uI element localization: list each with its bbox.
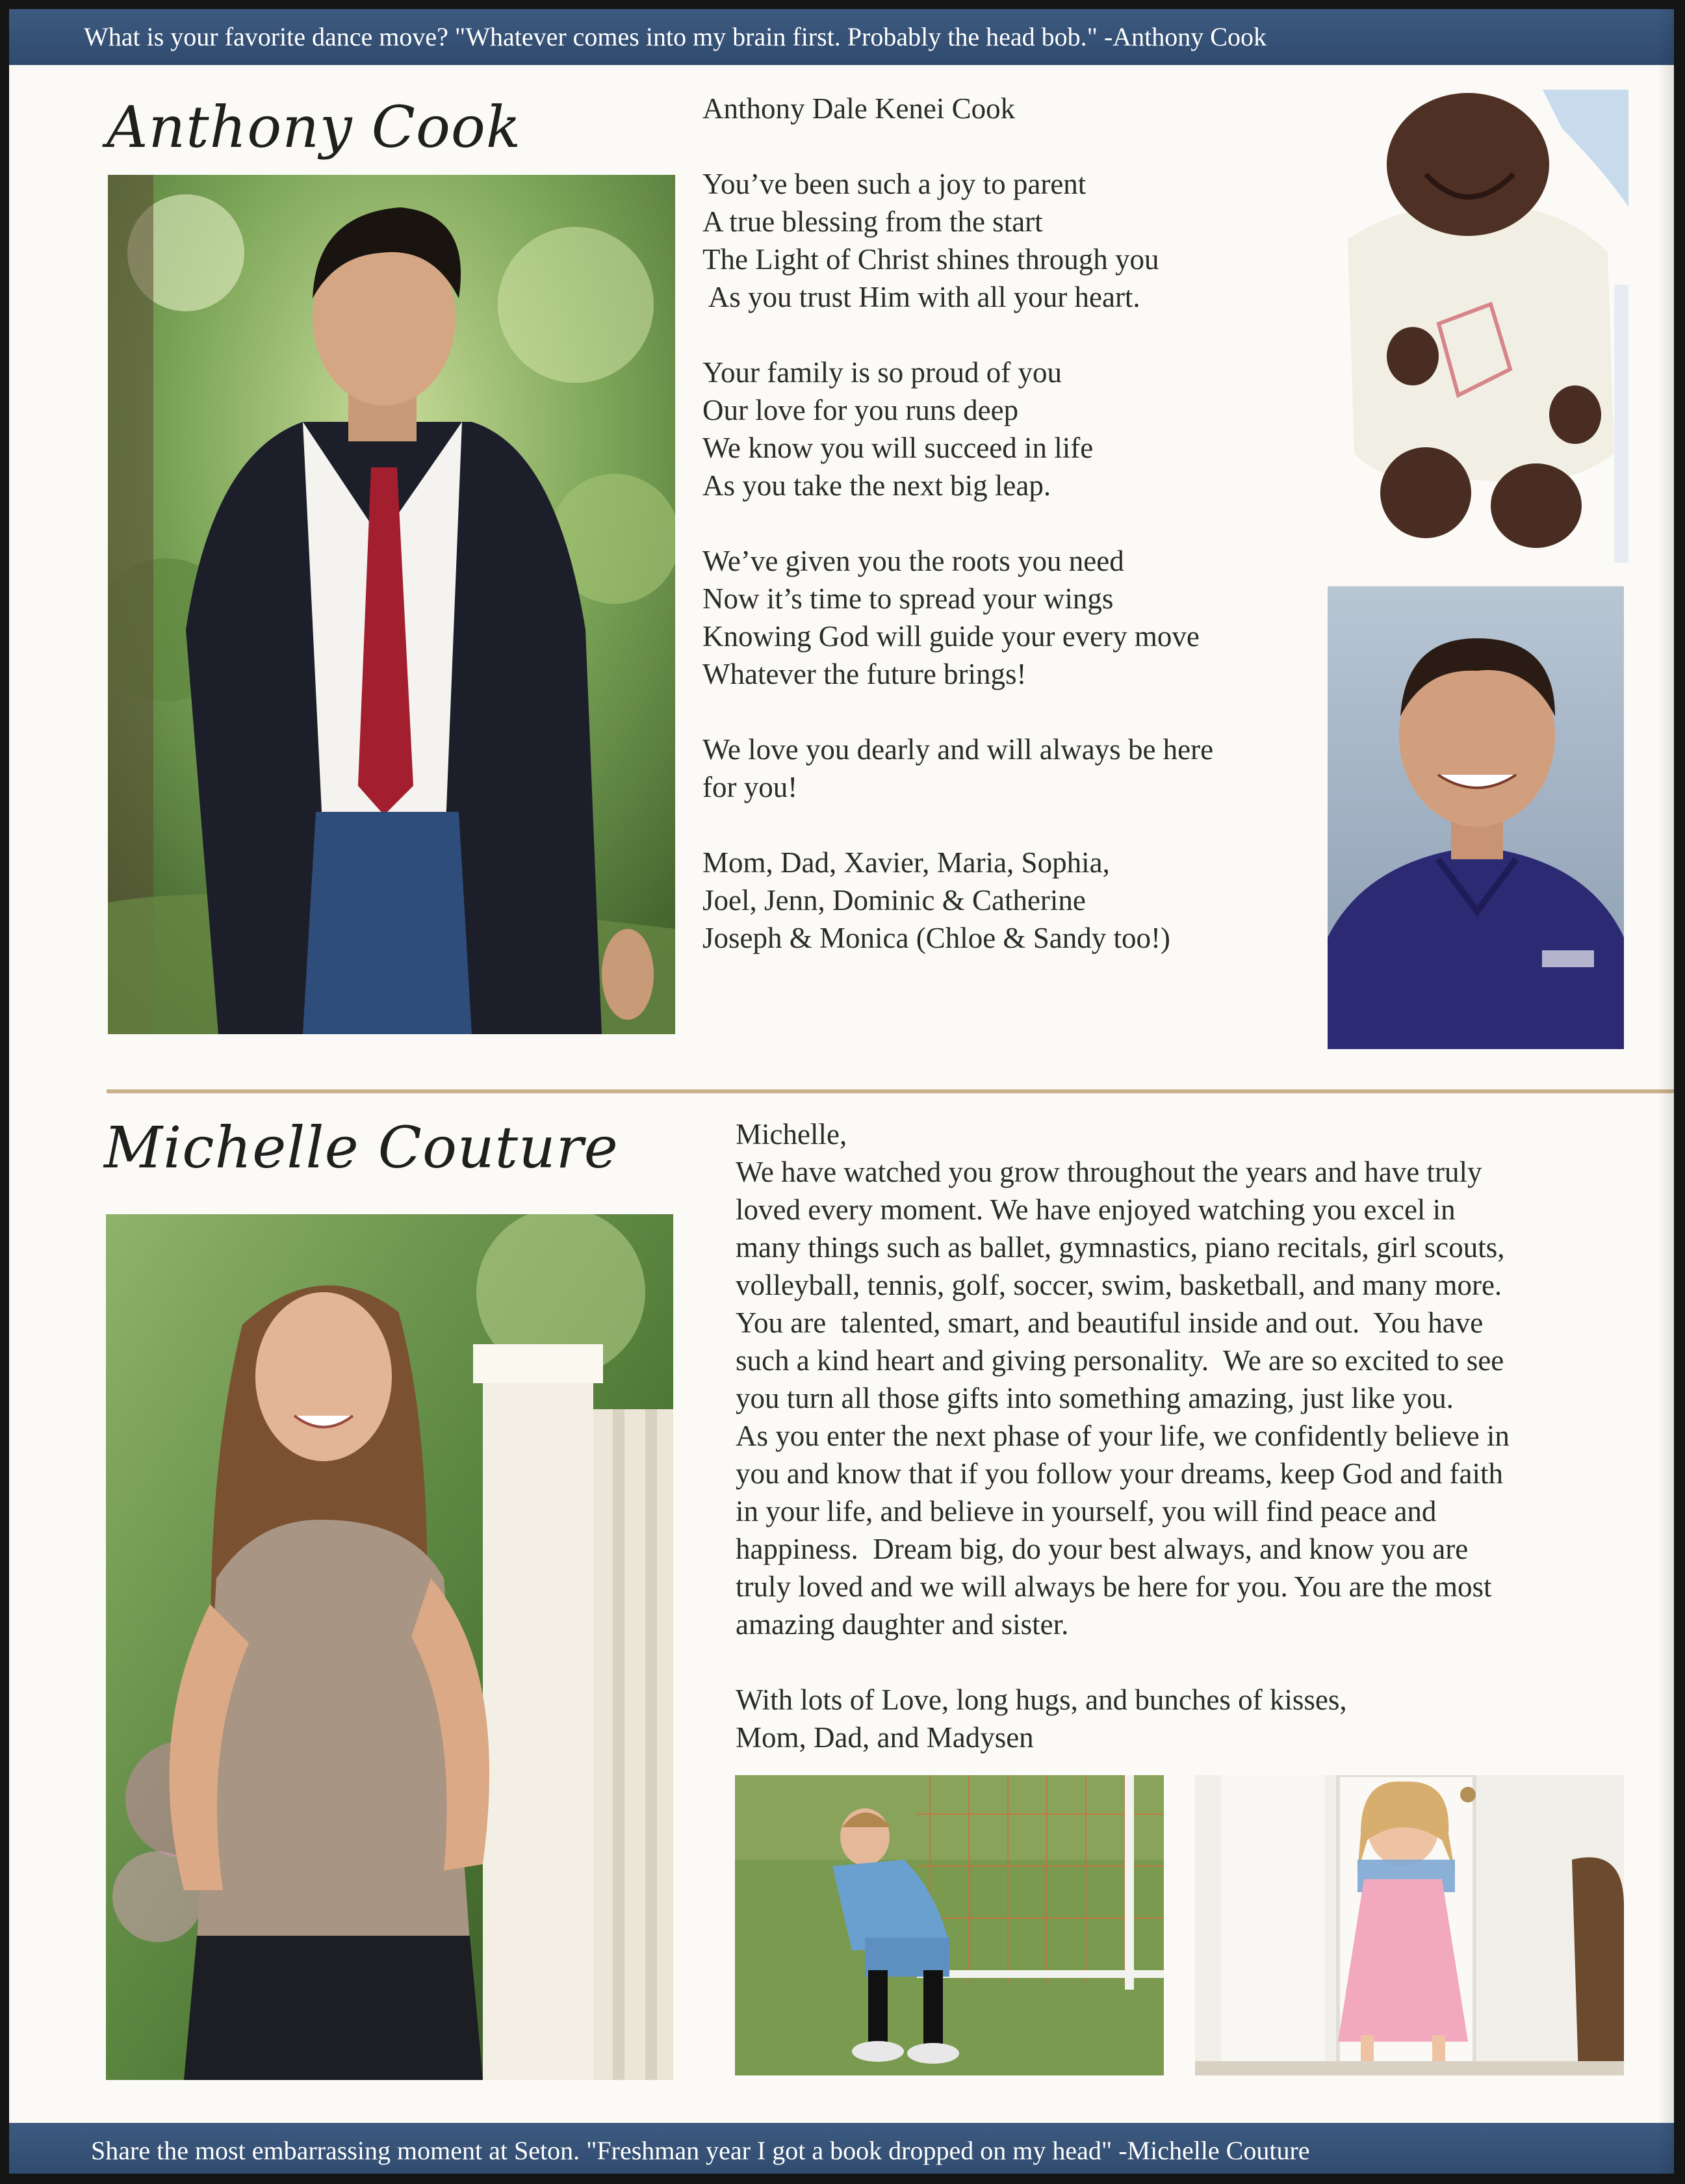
message-line: many things such as ballet, gymnastics, piano recitals, girl scouts, [736, 1231, 1505, 1264]
message-line: Our love for you runs deep [702, 394, 1019, 426]
message-line: We love you dearly and will always be here [702, 733, 1214, 766]
message-line: in your life, and believe in yourself, you will find peace and [736, 1495, 1437, 1528]
message-line: You are talented, smart, and beautiful inside and out. You have [736, 1306, 1484, 1339]
message-line: Joel, Jenn, Dominic & Catherine [702, 884, 1086, 916]
page-edge-shadow [1657, 9, 1674, 2174]
message-line: As you take the next big leap. [702, 469, 1051, 502]
soccer-photo-michelle [735, 1775, 1164, 2075]
message-line: volleyball, tennis, golf, soccer, swim, basketball, and many more. [736, 1269, 1502, 1301]
message-line: such a kind heart and giving personality. We are so excited to see [736, 1344, 1504, 1377]
bottom-quote-banner: Share the most embarrassing moment at Seton. "Freshman year I got a book dropped on my head" -Michelle Couture [9, 2123, 1674, 2174]
student-name-anthony: Anthony Cook [107, 94, 522, 161]
parent-message-michelle [736, 1115, 1632, 1756]
message-line: happiness. Dream big, do your best always, and know you are [736, 1533, 1469, 1565]
message-line: loved every moment. We have enjoyed watching you excel in [736, 1193, 1456, 1226]
message-line: Mom, Dad, and Madysen [736, 1721, 1034, 1754]
message-line: Joseph & Monica (Chloe & Sandy too!) [702, 922, 1170, 954]
message-line: Mom, Dad, Xavier, Maria, Sophia, [702, 846, 1110, 879]
student-name-michelle: Michelle Couture [104, 1114, 619, 1181]
school-day-photo-michelle [1195, 1775, 1624, 2075]
school-portrait-anthony [1328, 586, 1624, 1049]
message-line: Knowing God will guide your every move [702, 620, 1200, 653]
message-line: You’ve been such a joy to parent [702, 168, 1087, 200]
message-line: We have watched you grow throughout the years and have truly [736, 1156, 1482, 1188]
top-quote-banner: What is your favorite dance move? "Whatever comes into my brain first. Probably the head bob." -Anthony Cook [9, 9, 1674, 65]
parent-message-anthony [702, 90, 1274, 957]
senior-portrait-anthony [108, 175, 675, 1034]
senior-portrait-michelle [106, 1214, 673, 2080]
message-line: you and know that if you follow your dreams, keep God and faith [736, 1457, 1503, 1490]
message-line: Now it’s time to spread your wings [702, 582, 1114, 615]
message-line: We know you will succeed in life [702, 432, 1094, 464]
message-line: Michelle, [736, 1118, 847, 1150]
message-line: A true blessing from the start [702, 205, 1043, 238]
yearbook-page [9, 9, 1674, 2174]
section-divider [107, 1089, 1674, 1093]
message-line: for you! [702, 771, 798, 803]
message-line: As you trust Him with all your heart. [702, 281, 1140, 313]
message-line: Anthony Dale Kenei Cook [702, 92, 1016, 125]
message-line: Whatever the future brings! [702, 658, 1027, 690]
message-line: As you enter the next phase of your life, we confidently believe in [736, 1420, 1510, 1452]
message-line: Your family is so proud of you [702, 356, 1062, 389]
baby-photo-anthony [1328, 90, 1628, 563]
message-line: truly loved and we will always be here for you. You are the most [736, 1570, 1492, 1603]
message-line: you turn all those gifts into something amazing, just like you. [736, 1382, 1454, 1414]
message-line: amazing daughter and sister. [736, 1608, 1069, 1641]
message-line: We’ve given you the roots you need [702, 545, 1124, 577]
message-line: With lots of Love, long hugs, and bunches of kisses, [736, 1684, 1347, 1716]
message-line: The Light of Christ shines through you [702, 243, 1159, 276]
